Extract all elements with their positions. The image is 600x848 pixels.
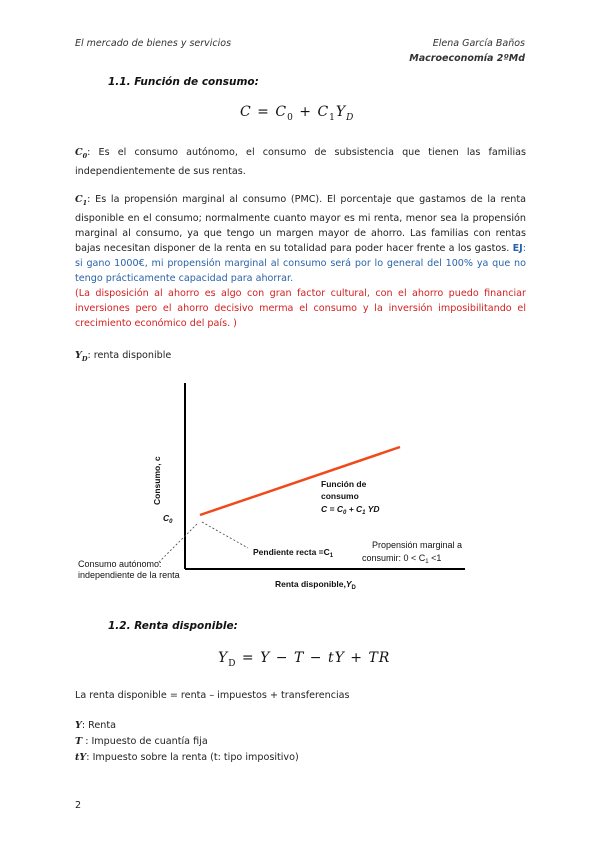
paragraph-ahorro-note: (La disposición al ahorro es algo con gran factor cultural, con el ahorro puedo financiar inversiones pero el ahorro decisivo merma el consumo y la inversión imposibilitando el crecimiento económico del país. ) (75, 287, 526, 329)
yd-definition: $Y_D$: renta disponible (75, 350, 172, 363)
function-label-line1: Función de (321, 479, 367, 489)
item-impuesto-fijo: T : Impuesto de cuantía fija (75, 736, 208, 747)
renta-definition: La renta disponible = renta – impuestos + transferencias (75, 690, 350, 701)
page-number: 2 (75, 800, 82, 811)
slope-leader (202, 522, 248, 548)
equation-consumo: $C = C_0 + C_1Y_D$ (240, 104, 355, 123)
function-label-line2: consumo (321, 491, 359, 501)
section-title-consumo: 1.1. Función de consumo: (108, 76, 259, 88)
autonomous-label-line2: independiente de la renta (78, 570, 180, 580)
consumption-function-chart (70, 375, 500, 595)
pmc-label-line2: consumir: $0 < C_1 <1$ (362, 553, 442, 565)
paragraph-c1: $C_1$: Es la propensión marginal al consumo (PMC). El porcentaje que gastamos de la renta disponible en el consumo; normalmente cuanto mayor es mi renta, menor sea la propensión marginal al consumo, ya que tengo un margen mayor de ahorro. Las familias con rentas bajas necesitan disponer de la renta en su totalidad para poder hacer frente a los gastos. EJ: si gano 1000€, mi propensión marginal al consumo será por lo general del 100% ya que no tengo prácticamente capacidad para ahorrar. (La disposición al ahorro es algo con gran factor cultural, con el ahorro puedo financiar inversiones pero el ahorro decisivo merma el consumo y la inversión imposibilitando el crecimiento económico del país. ) (75, 194, 526, 329)
slope-label: Pendiente recta $=C_1$ (253, 547, 334, 559)
header-right-course: Macroeconomía 2ºMd (409, 53, 525, 64)
header-left: El mercado de bienes y servicios (75, 38, 232, 49)
c0-axis-label: $C_0$ (163, 513, 173, 525)
section-title-renta: 1.2. Renta disponible: (108, 620, 238, 632)
item-impuesto-renta: tY: Impuesto sobre la renta (t: tipo impositivo) (75, 752, 299, 763)
pmc-label-line1: Propensión marginal a (372, 540, 463, 550)
equation-renta: $Y_D = Y - T$ − tY + TR (218, 650, 391, 669)
function-label-formula: $C = C_0 + C_1$ YD (321, 504, 380, 516)
item-renta: Y: Renta (75, 720, 116, 731)
autonomous-leader (158, 524, 197, 563)
paragraph-c0: $C_0$: Es el consumo autónomo, el consumo de subsistencia que tienen las familias independientemente de sus rentas. (75, 147, 526, 177)
header-right-name: Elena García Baños (432, 38, 525, 49)
x-axis-label: Renta $disponible,Y_D$ (275, 579, 356, 591)
autonomous-label-line1: Consumo autónomo: (78, 559, 162, 569)
y-axis-label: Consumo, c (152, 456, 162, 505)
